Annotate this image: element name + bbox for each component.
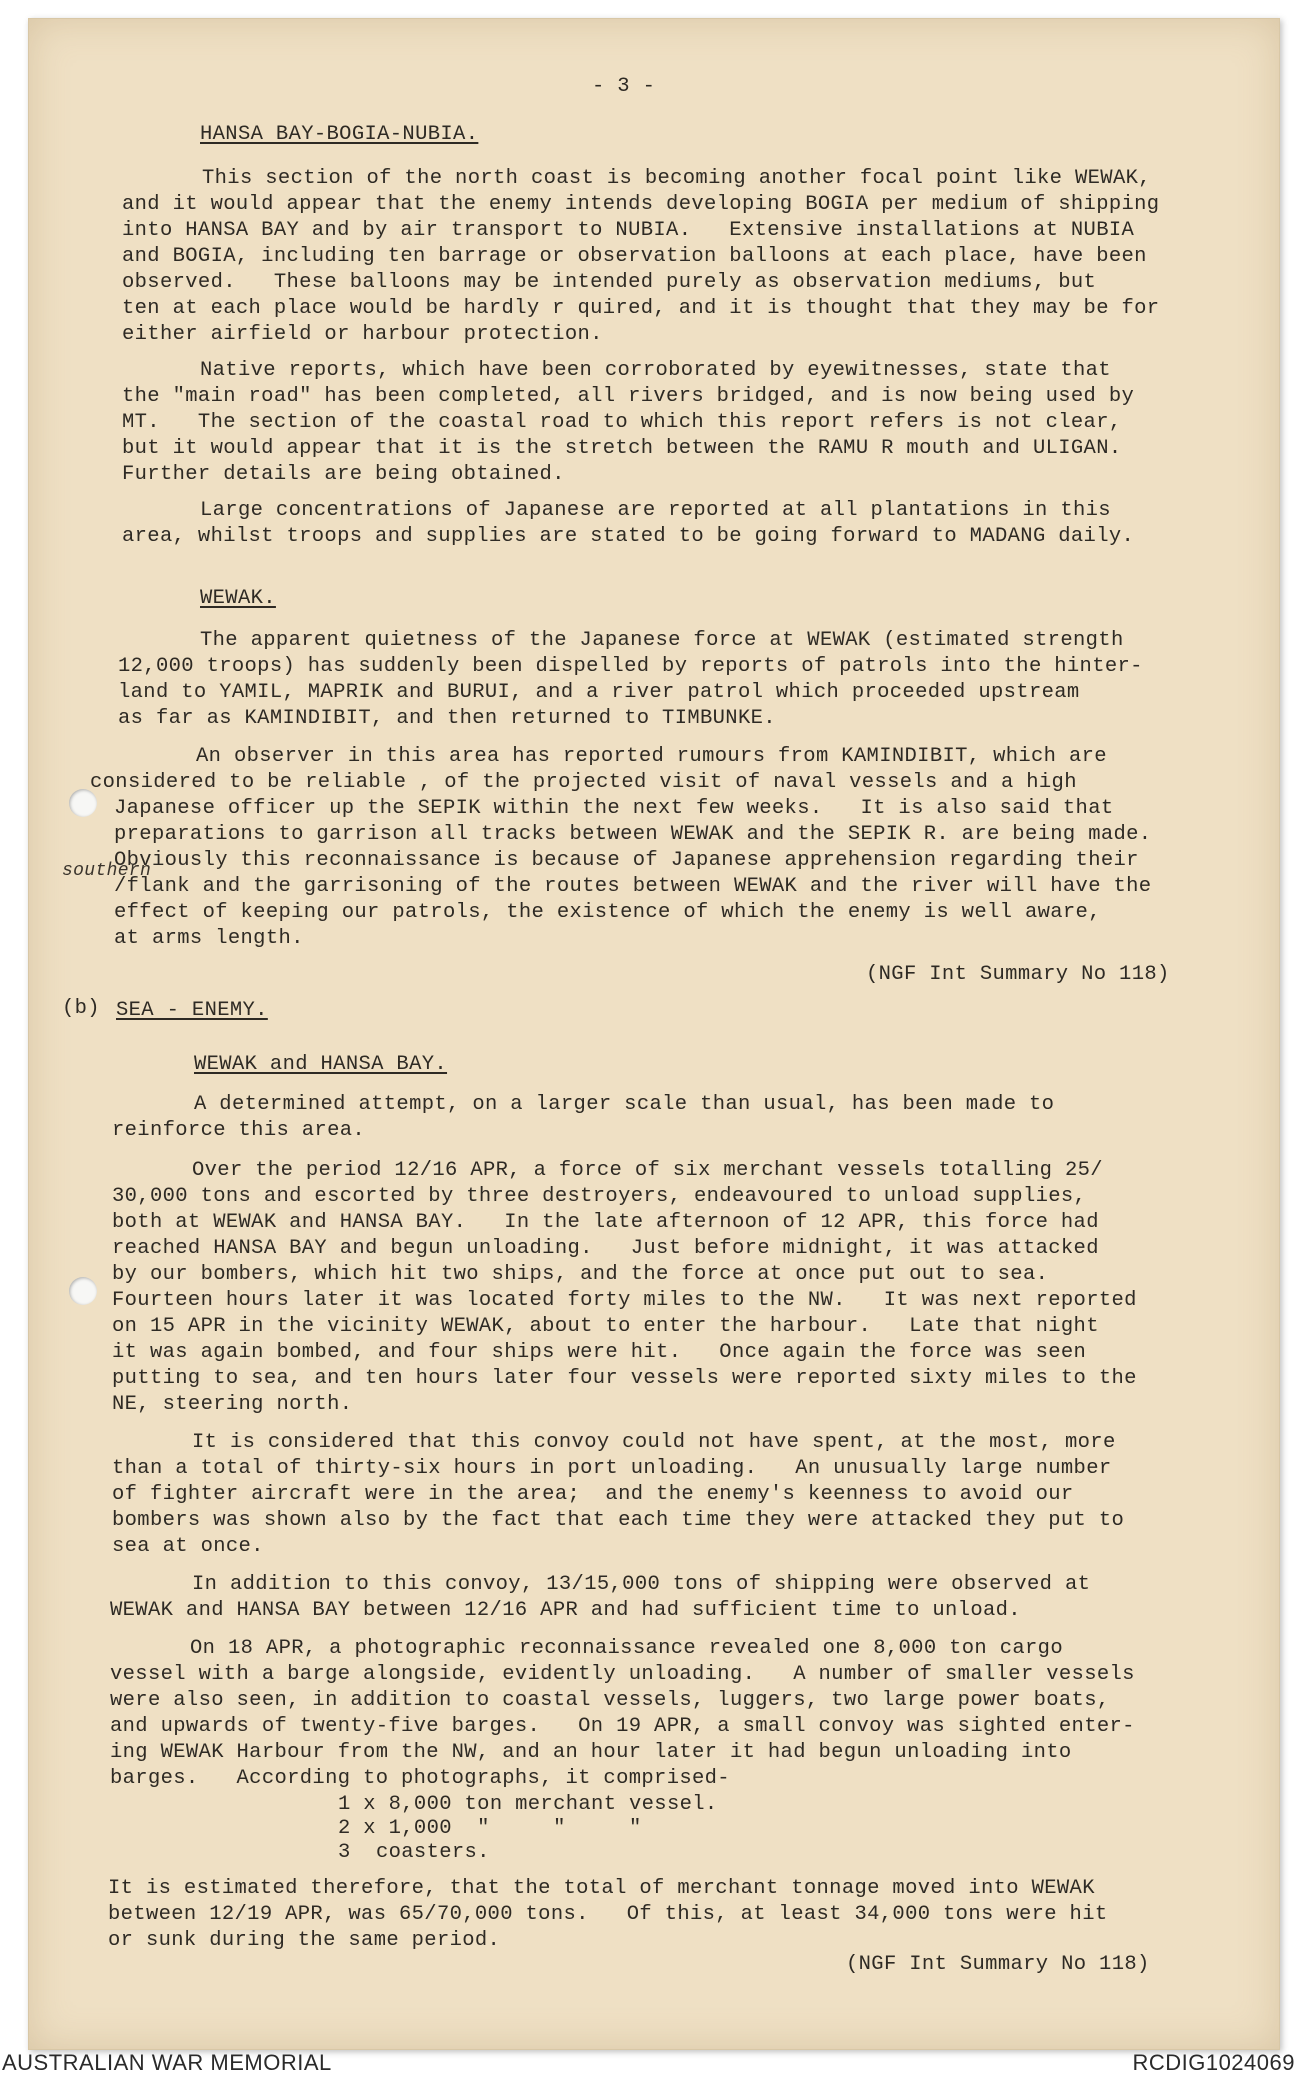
section-heading-sea-enemy: SEA - ENEMY. [116, 999, 268, 1022]
text-line: MT. The section of the coastal road to which this report refers is not clear, [122, 411, 1122, 434]
text-line: preparations to garrison all tracks between WEWAK and the SEPIK R. are being made. [114, 823, 1152, 846]
list-item: 1 x 8,000 ton merchant vessel. [338, 1793, 718, 1816]
punch-hole [69, 1277, 97, 1305]
text-line: area, whilst troops and supplies are stated to be going forward to MADANG daily. [122, 525, 1135, 548]
text-line: as far as KAMINDIBIT, and then returned to TIMBUNKE. [118, 707, 776, 730]
text-line: Large concentrations of Japanese are reported at all plantations in this [200, 499, 1111, 522]
source-reference: (NGF Int Summary No 118) [846, 1953, 1150, 1976]
text-line: vessel with a barge alongside, evidently unloading. A number of smaller vessels [110, 1663, 1135, 1686]
text-line: of fighter aircraft were in the area; and the enemy's keenness to avoid our [112, 1483, 1074, 1506]
text-line: effect of keeping our patrols, the existence of which the enemy is well aware, [114, 901, 1101, 924]
page-number: - 3 - [592, 75, 656, 98]
text-line: at arms length. [114, 927, 304, 950]
section-label: (b) [62, 997, 100, 1020]
text-line: the "main road" has been completed, all rivers bridged, and is now being used by [122, 385, 1135, 408]
section-heading-wewak: WEWAK. [200, 587, 276, 610]
text-line: by our bombers, which hit two ships, and the force at once put out to sea. [112, 1263, 1049, 1286]
text-line: between 12/19 APR, was 65/70,000 tons. Of this, at least 34,000 tons were hit [108, 1903, 1108, 1926]
text-line: putting to sea, and ten hours later four vessels were reported sixty miles to the [112, 1367, 1137, 1390]
text-line: were also seen, in addition to coastal vessels, luggers, two large power boats, [110, 1689, 1110, 1712]
text-line: observed. These balloons may be intended purely as observation mediums, but [122, 271, 1097, 294]
text-line: The apparent quietness of the Japanese force at WEWAK (estimated strength [200, 629, 1124, 652]
text-line: 12,000 troops) has suddenly been dispelled by reports of patrols into the hinter- [118, 655, 1143, 678]
text-line: NE, steering north. [112, 1393, 353, 1416]
text-line: on 15 APR in the vicinity WEWAK, about to enter the harbour. Late that night [112, 1315, 1099, 1338]
text-line: or sunk during the same period. [108, 1929, 501, 1952]
text-line: Further details are being obtained. [122, 463, 565, 486]
text-line: A determined attempt, on a larger scale than usual, has been made to [194, 1093, 1055, 1116]
text-line: reinforce this area. [112, 1119, 366, 1142]
text-line: /flank and the garrisoning of the routes between WEWAK and the river will have the [114, 875, 1152, 898]
handwritten-insertion: southern [62, 861, 152, 881]
text-line: An observer in this area has reported rumours from KAMINDIBIT, which are [196, 745, 1107, 768]
list-item: 3 coasters. [338, 1841, 490, 1864]
text-line: considered to be reliable , of the projected visit of naval vessels and a high [90, 771, 1077, 794]
text-line: WEWAK and HANSA BAY between 12/16 APR and had sufficient time to unload. [110, 1599, 1021, 1622]
text-line: barges. According to photographs, it comprised- [110, 1767, 730, 1790]
text-line: but it would appear that it is the stretch between the RAMU R mouth and ULIGAN. [122, 437, 1122, 460]
text-line: In addition to this convoy, 13/15,000 tons of shipping were observed at [192, 1573, 1091, 1596]
text-line: It is considered that this convoy could not have spent, at the most, more [192, 1431, 1116, 1454]
section-heading-hansa-bay: HANSA BAY-BOGIA-NUBIA. [200, 123, 479, 146]
text-line: both at WEWAK and HANSA BAY. In the late afternoon of 12 APR, this force had [112, 1211, 1099, 1234]
footer-archive-name: AUSTRALIAN WAR MEMORIAL [2, 2050, 332, 2075]
text-line: Obviously this reconnaissance is because of Japanese apprehension regarding their [114, 849, 1139, 872]
list-item: 2 x 1,000 " " " [338, 1817, 642, 1840]
text-line: land to YAMIL, MAPRIK and BURUI, and a river patrol which proceeded upstream [118, 681, 1080, 704]
text-line: It is estimated therefore, that the total of merchant tonnage moved into WEWAK [108, 1877, 1095, 1900]
text-line: ing WEWAK Harbour from the NW, and an hour later it had begun unloading into [110, 1741, 1072, 1764]
text-line: sea at once. [112, 1535, 264, 1558]
text-line: than a total of thirty-six hours in port unloading. An unusually large number [112, 1457, 1112, 1480]
text-line: into HANSA BAY and by air transport to NUBIA. Extensive installations at NUBIA [122, 219, 1135, 242]
text-line: reached HANSA BAY and begun unloading. Just before midnight, it was attacked [112, 1237, 1099, 1260]
footer-record-id: RCDIG1024069 [1132, 2050, 1295, 2075]
text-line: Over the period 12/16 APR, a force of six merchant vessels totalling 25/ [192, 1159, 1103, 1182]
text-line: ten at each place would be hardly r quired, and it is thought that they may be for [122, 297, 1160, 320]
text-line: On 18 APR, a photographic reconnaissance revealed one 8,000 ton cargo [190, 1637, 1063, 1660]
text-line: and BOGIA, including ten barrage or observation balloons at each place, have been [122, 245, 1147, 268]
text-line: Japanese officer up the SEPIK within the next few weeks. It is also said that [114, 797, 1114, 820]
text-line: either airfield or harbour protection. [122, 323, 603, 346]
text-line: bombers was shown also by the fact that each time they were attacked they put to [112, 1509, 1125, 1532]
source-reference: (NGF Int Summary No 118) [866, 963, 1170, 986]
text-line: it was again bombed, and four ships were hit. Once again the force was seen [112, 1341, 1087, 1364]
text-line: 30,000 tons and escorted by three destroyers, endeavoured to unload supplies, [112, 1185, 1087, 1208]
text-line: Fourteen hours later it was located forty miles to the NW. It was next reported [112, 1289, 1137, 1312]
text-line: and upwards of twenty-five barges. On 19 APR, a small convoy was sighted enter- [110, 1715, 1135, 1738]
text-line: This section of the north coast is becoming another focal point like WEWAK, [202, 167, 1151, 190]
text-line: and it would appear that the enemy intends developing BOGIA per medium of shipping [122, 193, 1160, 216]
sub-heading-wewak-hansa-bay: WEWAK and HANSA BAY. [194, 1053, 448, 1076]
text-line: Native reports, which have been corroborated by eyewitnesses, state that [200, 359, 1111, 382]
